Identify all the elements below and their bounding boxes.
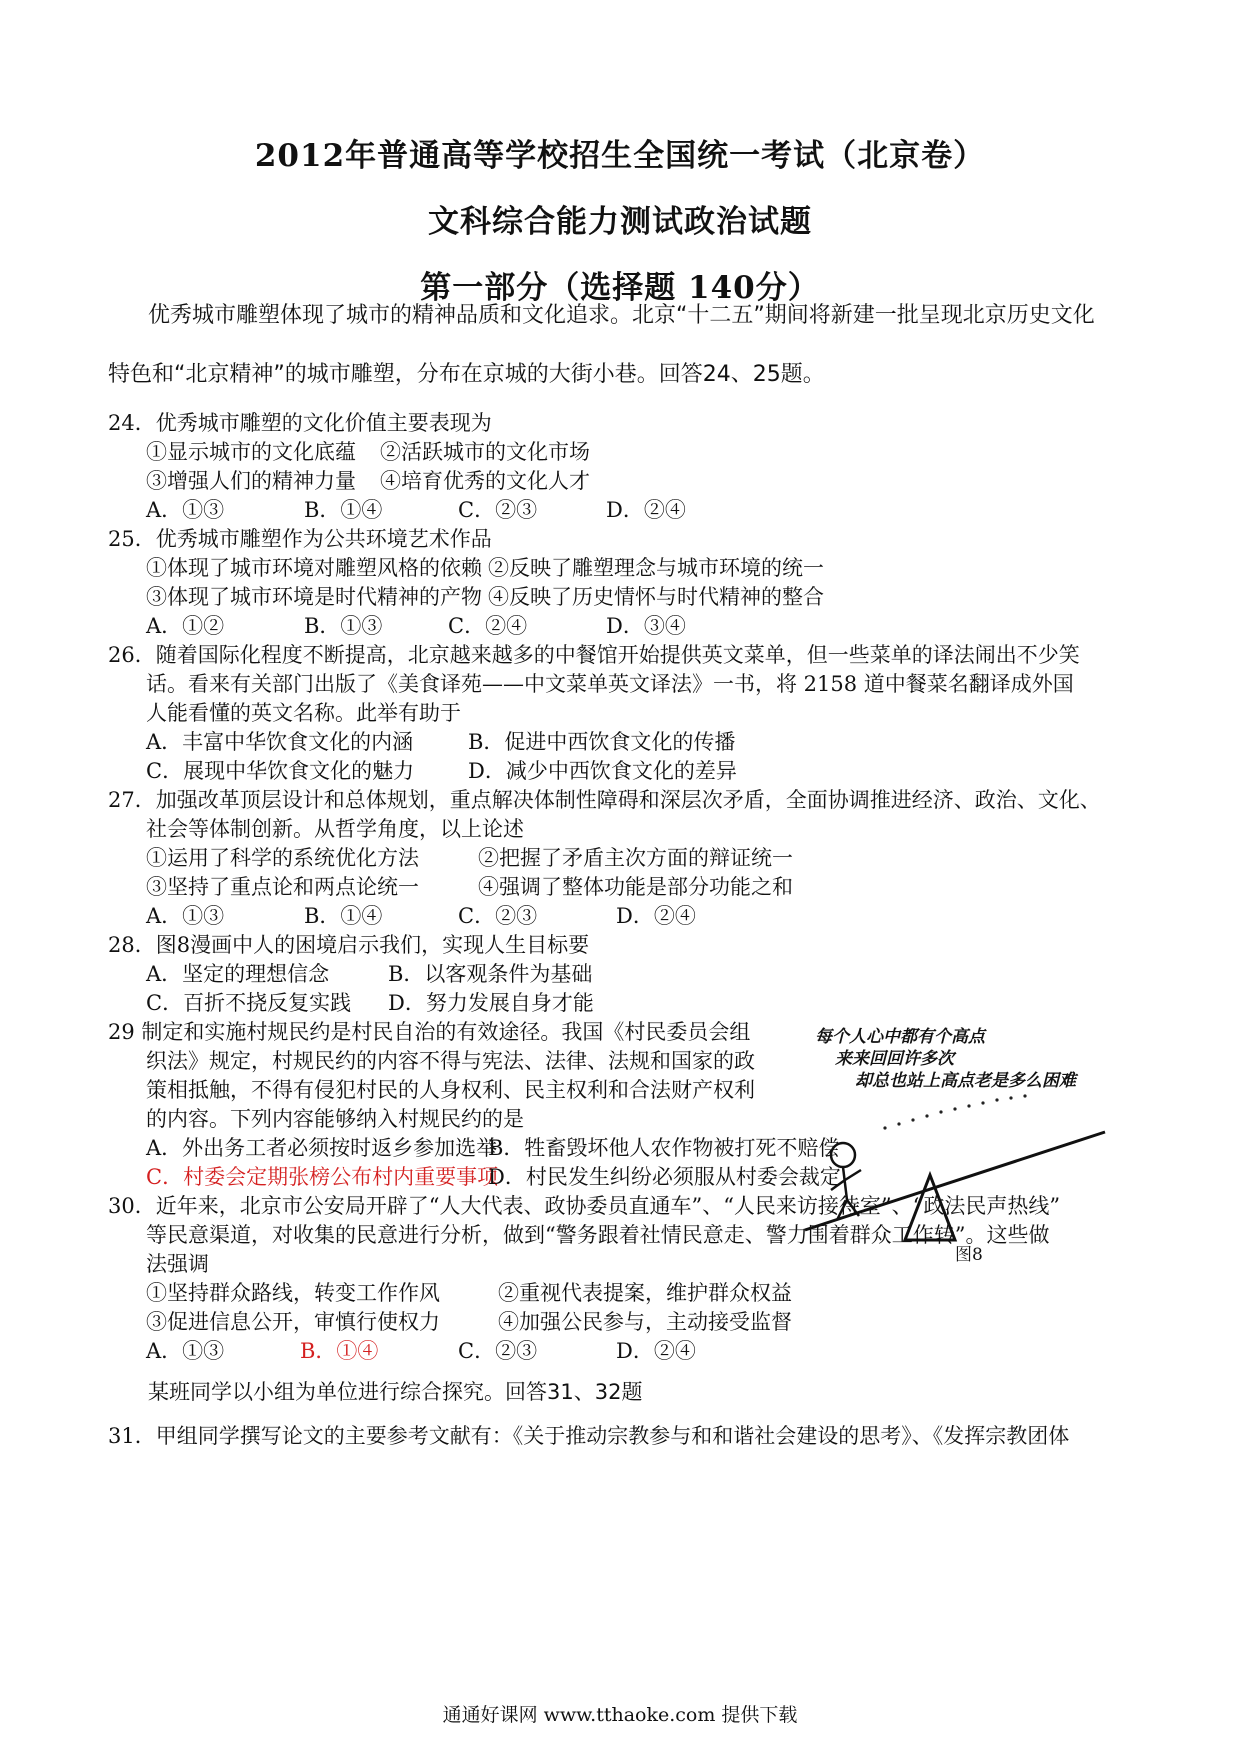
question-24-stem: 24．优秀城市雕塑的文化价值主要表现为	[108, 411, 492, 435]
question-30-option-c: C．②③	[458, 1339, 538, 1363]
question-26-option-a: A．丰富中华饮食文化的内涵	[146, 730, 414, 754]
question-24-item-1: ①显示城市的文化底蕴	[146, 440, 356, 464]
page-footer: 通通好课网 www.tthaoke.com 提供下载	[442, 1704, 798, 1726]
question-29-line1: 29 制定和实施村规民约是村民自治的有效途径。我国《村民委员会组	[108, 1020, 751, 1044]
question-27-option-c: C．②③	[458, 904, 538, 928]
question-30-line1: 30．近年来，北京市公安局开辟了“人大代表、政协委员直通车”、“人民来访接待室”、“政法民声热线”	[108, 1194, 1061, 1218]
question-29-option-b: B．牲畜毁坏他人农作物被打死不赔偿	[488, 1136, 840, 1160]
question-27-item-2: ②把握了矛盾主次方面的辩证统一	[478, 846, 793, 870]
question-27-option-d: D．②④	[616, 904, 696, 928]
figure-8-text-line3: 却总也站上高点老是多么困难	[855, 1071, 1076, 1091]
question-30-line2: 等民意渠道，对收集的民意进行分析，做到“警务跟着社情民意走、警力围着群众工作转”。这些做	[146, 1223, 1050, 1247]
question-27-item-3: ③坚持了重点论和两点论统一	[146, 875, 419, 899]
question-25-item-3: ③体现了城市环境是时代精神的产物	[146, 585, 482, 609]
question-26-line3: 人能看懂的英文名称。此举有助于	[146, 701, 461, 725]
question-30-option-a: A．①③	[146, 1339, 225, 1363]
question-29-line3: 策相抵触，不得有侵犯村民的人身权利、民主权利和合法财产权利	[146, 1078, 755, 1102]
question-30-line3: 法强调	[146, 1252, 209, 1276]
question-29-option-a: A．外出务工者必须按时返乡参加选举	[146, 1136, 498, 1160]
question-28-stem: 28．图8漫画中人的困境启示我们，实现人生目标要	[108, 933, 590, 957]
question-30-item-1: ①坚持群众路线，转变工作作风	[146, 1281, 440, 1305]
question-26-line1: 26．随着国际化程度不断提高，北京越来越多的中餐馆开始提供英文菜单，但一些菜单的译法闹出不少笑	[108, 643, 1080, 667]
question-25-item-4: ④反映了历史情怀与时代精神的整合	[488, 585, 824, 609]
question-24-item-4: ④培育优秀的文化人才	[380, 469, 590, 493]
question-26-option-d: D．减少中西饮食文化的差异	[468, 759, 737, 783]
question-24-option-b: B．①④	[304, 498, 383, 522]
question-27-item-4: ④强调了整体功能是部分功能之和	[478, 875, 793, 899]
dotted-trajectory	[883, 1094, 1026, 1129]
question-29-option-c-answer: C．村委会定期张榜公布村内重要事项	[146, 1165, 499, 1189]
question-25-option-b: B．①③	[304, 614, 383, 638]
intro-31-32: 某班同学以小组为单位进行综合探究。回答31、32题	[148, 1380, 643, 1404]
question-28-option-c: C．百折不挠反复实践	[146, 991, 352, 1015]
question-25-item-1: ①体现了城市环境对雕塑风格的依赖	[146, 556, 482, 580]
question-31-line1: 31．甲组同学撰写论文的主要参考文献有：《关于推动宗教参与和和谐社会建设的思考》、《发挥宗教团体	[108, 1424, 1070, 1448]
question-28-option-a: A．坚定的理想信念	[146, 962, 330, 986]
question-28-option-b: B．以客观条件为基础	[388, 962, 593, 986]
question-27-line1: 27．加强改革顶层设计和总体规划，重点解决体制性障碍和深层次矛盾，全面协调推进经济、政治、文化、	[108, 788, 1101, 812]
question-30-option-d: D．②④	[616, 1339, 696, 1363]
question-24-option-c: C．②③	[458, 498, 538, 522]
question-25-option-c: C．②④	[448, 614, 528, 638]
question-27-line2: 社会等体制创新。从哲学角度，以上论述	[146, 817, 524, 841]
question-26-line2: 话。看来有关部门出版了《美食译苑——中文菜单英文译法》一书，将 2158 道中餐菜名翻译成外国	[146, 672, 1074, 696]
question-25-item-2: ②反映了雕塑理念与城市环境的统一	[488, 556, 824, 580]
intro-24-25-line2: 特色和“北京精神”的城市雕塑，分布在京城的大街小巷。回答24、25题。	[108, 362, 825, 387]
question-29-line4: 的内容。下列内容能够纳入村规民约的是	[146, 1107, 524, 1131]
question-25-option-d: D．③④	[606, 614, 686, 638]
question-30-option-b-answer: B．①④	[300, 1339, 379, 1363]
intro-24-25-line1: 优秀城市雕塑体现了城市的精神品质和文化追求。北京“十二五”期间将新建一批呈现北京历史文化	[148, 303, 1095, 328]
figure-8-text-line1: 每个人心中都有个高点	[815, 1027, 985, 1047]
exam-subtitle: 文科综合能力测试政治试题	[428, 204, 812, 240]
question-26-option-b: B．促进中西饮食文化的传播	[468, 730, 736, 754]
question-30-item-4: ④加强公民参与，主动接受监督	[498, 1310, 792, 1334]
question-30-item-2: ②重视代表提案，维护群众权益	[498, 1281, 792, 1305]
question-24-item-2: ②活跃城市的文化市场	[380, 440, 590, 464]
question-26-option-c: C．展现中华饮食文化的魅力	[146, 759, 415, 783]
question-29-option-d: D．村民发生纠纷必须服从村委会裁定	[488, 1165, 841, 1189]
figure-8-caption: 图8	[955, 1245, 983, 1265]
question-24-option-a: A．①③	[146, 498, 225, 522]
question-29-line2: 织法》规定，村规民约的内容不得与宪法、法律、法规和国家的政	[146, 1049, 755, 1073]
figure-8-text-line2: 来来回回许多次	[835, 1049, 954, 1069]
question-27-item-1: ①运用了科学的系统优化方法	[146, 846, 419, 870]
question-27-option-b: B．①④	[304, 904, 383, 928]
question-27-option-a: A．①③	[146, 904, 225, 928]
question-25-option-a: A．①②	[146, 614, 225, 638]
question-24-item-3: ③增强人们的精神力量	[146, 469, 356, 493]
question-30-item-3: ③促进信息公开，审慎行使权力	[146, 1310, 440, 1334]
section-title: 第一部分（选择题 140分）	[420, 270, 820, 306]
question-25-stem: 25．优秀城市雕塑作为公共环境艺术作品	[108, 527, 492, 551]
exam-title: 2012年普通高等学校招生全国统一考试（北京卷）	[254, 138, 986, 174]
question-24-option-d: D．②④	[606, 498, 686, 522]
question-28-option-d: D．努力发展自身才能	[388, 991, 594, 1015]
